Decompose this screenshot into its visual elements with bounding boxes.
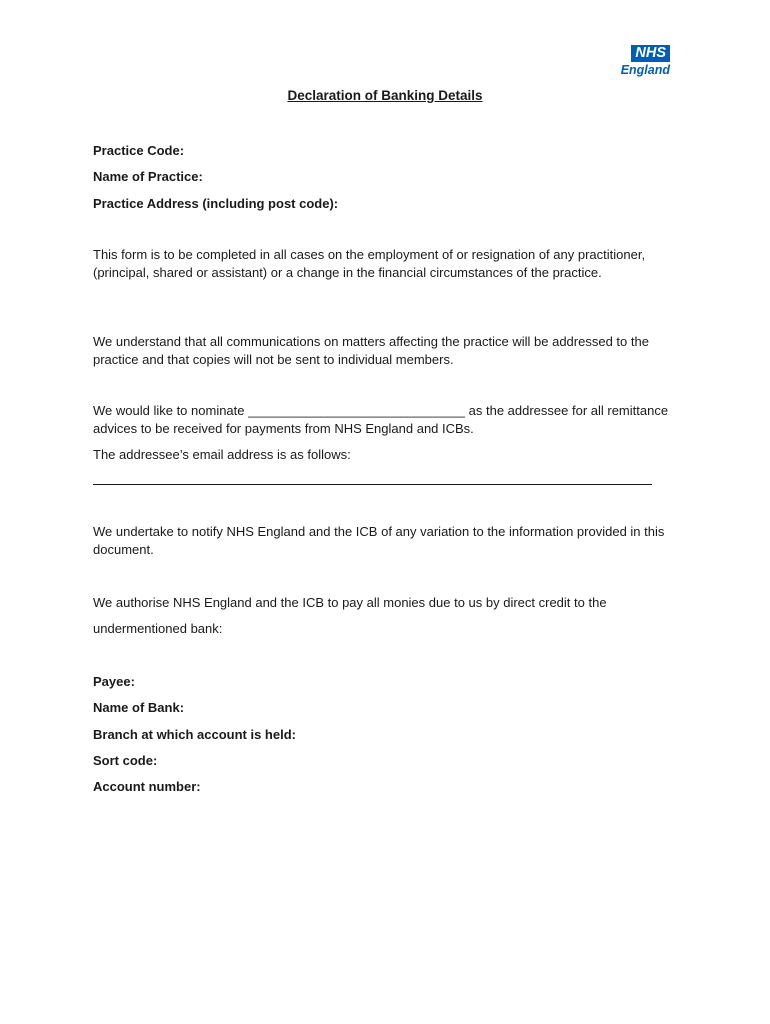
authorise-paragraph-line-2: undermentioned bank: xyxy=(93,621,223,636)
nhs-england-logo xyxy=(612,44,670,77)
practice-address-label: Practice Address (including post code): xyxy=(93,196,339,211)
nhs-logo-region: England xyxy=(620,63,670,77)
nominate-paragraph: We would like to nominate ______________________________ as the addressee for all remittance advices to be received for payments from NHS England and ICBs. xyxy=(93,403,669,436)
sort-code-label: Sort code: xyxy=(93,753,158,768)
authorise-paragraph-line-1: We authorise NHS England and the ICB to pay all monies due to us by direct credit to the xyxy=(93,595,607,610)
branch-label: Branch at which account is held: xyxy=(93,727,296,742)
completion-paragraph: This form is to be completed in all cases on the employment of or resignation of any practitioner, (principal, shared or assistant) or a change in the financial circumstances of the practice. xyxy=(93,247,646,280)
email-paragraph: The addressee’s email address is as follows: xyxy=(93,447,351,462)
bank-name-label: Name of Bank: xyxy=(93,700,185,715)
email-entry-line xyxy=(93,484,652,485)
nhs-logo-box: NHS xyxy=(631,45,670,62)
document-title: Declaration of Banking Details xyxy=(287,88,483,103)
practice-code-label: Practice Code: xyxy=(93,143,185,158)
communications-paragraph: We understand that all communications on matters affecting the practice will be addressed to the practice and that copies will not be sent to individual members. xyxy=(93,334,649,367)
account-number-label: Account number: xyxy=(93,779,201,794)
payee-label: Payee: xyxy=(93,674,135,689)
practice-name-label: Name of Practice: xyxy=(93,169,203,184)
undertake-paragraph: We undertake to notify NHS England and the ICB of any variation to the information provided in this document. xyxy=(93,524,665,557)
